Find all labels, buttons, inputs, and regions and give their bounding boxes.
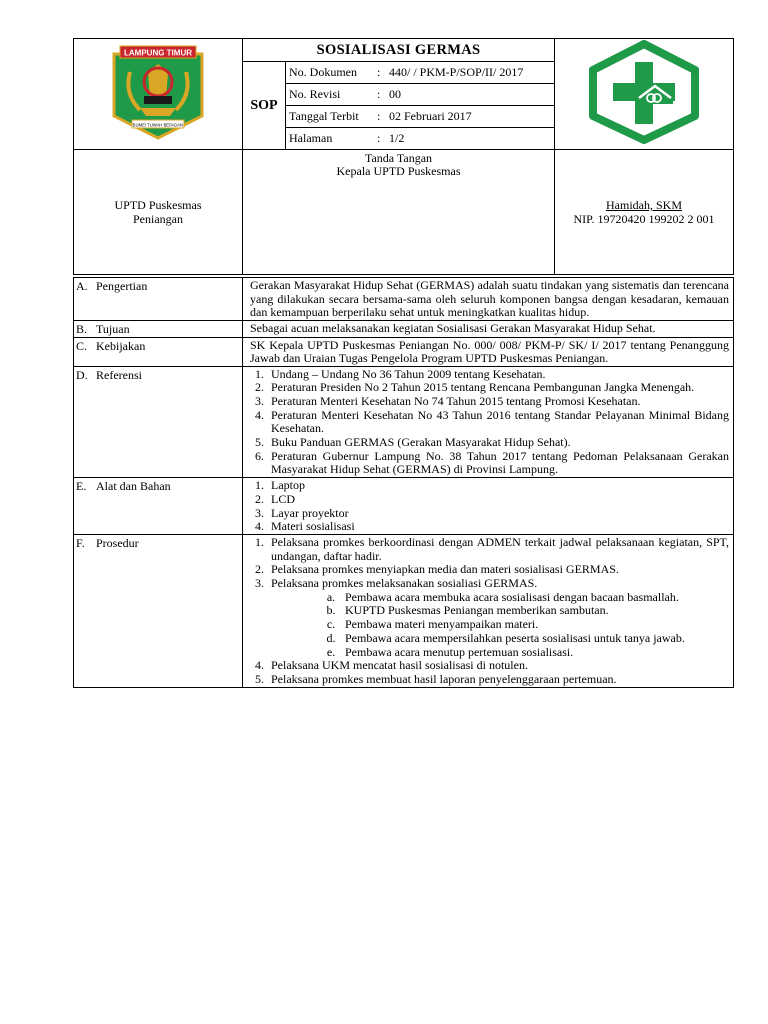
section-label: Pengertian: [96, 279, 148, 293]
signatory: [555, 150, 734, 275]
list-item: 1. Laptop: [267, 479, 729, 493]
puskesmas-logo: [585, 40, 703, 144]
list-item: 1. Pelaksana promkes berkoordinasi dengan ADMEN terkait jadwal pelaksanaan kegiatan, SPT, undangan, daftar hadir.: [267, 536, 729, 563]
section-label: Kebijakan: [96, 338, 146, 353]
section-prosedur: F. Prosedur 1. Pelaksana promkes berkoordinasi dengan ADMEN terkait jadwal pelaksanaan kegiatan, SPT, undangan, daftar hadir. 2. Pelaksana promkes menyiapkan media dan materi sosialisasi GERMAS. 3. Pelaksana promkes melaksanakan sosialiasi GERMAS. a. Pembawa acara membuka acara sosialisasi dengan bacaan basmallah. b. KUPTD Puskesmas Peniangan memberikan sambutan. c. Pembawa materi menyampaikan materi. d. Pembawa acara mempersilahkan peserta sosialisasi untuk tanya jawab. e. Pembawa acara menutup pertemuan sosialisasi. 4. Pelaksana UKM mencatat hasil sosialisasi di notulen. 5. Pelaksana promkes membuat hasil laporan penyelenggaraan pertemuan.: [74, 534, 734, 687]
section-kebijakan: C. Kebijakan SK Kepala UPTD Puskesmas Peniangan No. 000/ 008/ PKM-P/ SK/ I/ 2017 tentang Penanggung Jawab dan Uraian Tugas Pengelola Program UPTD Puskesmas Peniangan.: [74, 337, 734, 366]
section-text: Sebagai acuan melaksanakan kegiatan Sosialisasi Gerakan Masyarakat Hidup Sehat.: [243, 320, 734, 337]
list-item: 5. Pelaksana promkes membuat hasil laporan penyelenggaraan pertemuan.: [267, 673, 729, 687]
list-item: 4. Materi sosialisasi: [267, 520, 729, 534]
section-alat-bahan: E. Alat dan Bahan 1. Laptop 2. LCD 3. Layar proyektor 4. Materi sosialisasi: [74, 478, 734, 535]
sub-list-item: d. Pembawa acara mempersilahkan peserta sosialisasi untuk tanya jawab.: [326, 630, 685, 645]
logo-top-text: LAMPUNG TIMUR: [124, 48, 192, 58]
prosedur-list-cont: [247, 659, 729, 686]
sub-list-item: c. Pembawa materi menyampaikan materi.: [326, 617, 539, 632]
list-item: 2. Pelaksana promkes menyiapkan media dan materi sosialisasi GERMAS.: [267, 563, 729, 577]
list-item: 2. LCD: [267, 493, 729, 507]
section-tujuan: B. Tujuan Sebagai acuan melaksanakan kegiatan Sosialisasi Gerakan Masyarakat Hidup Sehat.: [74, 320, 734, 337]
section-text: Gerakan Masyarakat Hidup Sehat (GERMAS) adalah suatu tindakan yang sistematis dan terencana yang dilakukan secara bersama-sama oleh seluruh komponen bangsa dengan kesadaran, kemauan dan kemampuan berperilaku sehat untuk meningkatkan kualitas hidup.: [243, 278, 734, 321]
list-item: 3. Peraturan Menteri Kesehatan No 74 Tahun 2015 tentang Promosi Kesehatan.: [267, 395, 729, 409]
section-label: Tujuan: [96, 321, 130, 336]
list-item: 5. Buku Panduan GERMAS (Gerakan Masyarakat Hidup Sehat).: [267, 436, 729, 450]
puskesmas-logo-cell: [555, 39, 734, 150]
organization-name: UPTD Puskesmas Peniangan: [74, 150, 243, 275]
signatory-name: Hamidah, SKM: [606, 198, 682, 212]
list-item: 6. Peraturan Gubernur Lampung No. 38 Tahun 2017 tentang Pedoman Pelaksanaan Gerakan Masyarakat Hidup Sehat (GERMAS) di Provinsi Lampung.: [267, 450, 729, 477]
sop-content-table: [73, 277, 734, 688]
section-label: Referensi: [96, 367, 142, 382]
list-item: 1. Undang – Undang No 36 Tahun 2009 tentang Kesehatan.: [267, 368, 729, 382]
section-pengertian: A. Pengertian Gerakan Masyarakat Hidup Sehat (GERMAS) adalah suatu tindakan yang sistematis dan terencana yang dilakukan secara bersama-sama oleh seluruh komponen bangsa dengan kesadaran, kemauan dan kemampuan berperilaku sehat untuk meningkatkan kualitas hidup.: [74, 278, 734, 321]
section-label: Prosedur: [96, 535, 139, 550]
prosedur-sublist: [247, 591, 729, 660]
list-item: 3. Layar proyektor: [267, 507, 729, 521]
sub-list-item: b. KUPTD Puskesmas Peniangan memberikan sambutan.: [326, 603, 609, 618]
sop-label: SOP: [243, 62, 286, 150]
header-table: [73, 38, 734, 275]
list-item: 3. Pelaksana promkes melaksanakan sosialiasi GERMAS.: [267, 577, 729, 591]
regency-logo-cell: [74, 39, 243, 150]
section-label: Alat dan Bahan: [96, 479, 171, 494]
logo-bottom-text: BUMEI TUWAH BEPADAN: [132, 122, 184, 128]
section-referensi: D. Referensi 1. Undang – Undang No 36 Tahun 2009 tentang Kesehatan. 2. Peraturan Presiden No 2 Tahun 2015 tentang Rencana Pembangunan Jangka Menengah. 3. Peraturan Menteri Kesehatan No 74 Tahun 2015 tentang Promosi Kesehatan. 4. Peraturan Menteri Kesehatan No 43 Tahun 2016 tentang Standar Pelayanan Minimal Bidang Kesehatan. 5. Buku Panduan GERMAS (Gerakan Masyarakat Hidup Sehat). 6. Peraturan Gubernur Lampung No. 38 Tahun 2017 tentang Pedoman Pelaksanaan Gerakan Masyarakat Hidup Sehat (GERMAS) di Provinsi Lampung.: [74, 366, 734, 478]
signatory-nip: NIP. 19720420 199202 2 001: [573, 212, 715, 226]
list-item: 2. Peraturan Presiden No 2 Tahun 2015 tentang Rencana Pembangunan Jangka Menengah.: [267, 381, 729, 395]
referensi-list: [247, 368, 729, 478]
signature-caption: Tanda Tangan Kepala UPTD Puskesmas: [243, 150, 555, 275]
sub-list-item: a. Pembawa acara membuka acara sosialisasi dengan bacaan basmallah.: [326, 589, 679, 604]
alat-list: [247, 479, 729, 534]
meta-row-halaman: Halaman : 1/2: [286, 128, 555, 150]
list-item: 4. Pelaksana UKM mencatat hasil sosialisasi di notulen.: [267, 659, 729, 673]
lampung-timur-logo: [110, 42, 206, 142]
meta-row-tanggal: Tanggal Terbit : 02 Februari 2017: [286, 106, 555, 128]
list-item: 4. Peraturan Menteri Kesehatan No 43 Tahun 2016 tentang Standar Pelayanan Minimal Bidang Kesehatan.: [267, 409, 729, 436]
meta-row-revisi: No. Revisi : 00: [286, 84, 555, 106]
prosedur-list: [247, 536, 729, 591]
section-text: SK Kepala UPTD Puskesmas Peniangan No. 000/ 008/ PKM-P/ SK/ I/ 2017 tentang Penanggung Jawab dan Uraian Tugas Pengelola Program UPTD Puskesmas Peniangan.: [243, 337, 734, 366]
document-title: SOSIALISASI GERMAS: [243, 39, 555, 62]
sub-list-item: e. Pembawa acara menutup pertemuan sosialisasi.: [326, 644, 574, 659]
meta-row-dokumen: No. Dokumen : 440/ / PKM-P/SOP/II/ 2017: [286, 62, 555, 84]
